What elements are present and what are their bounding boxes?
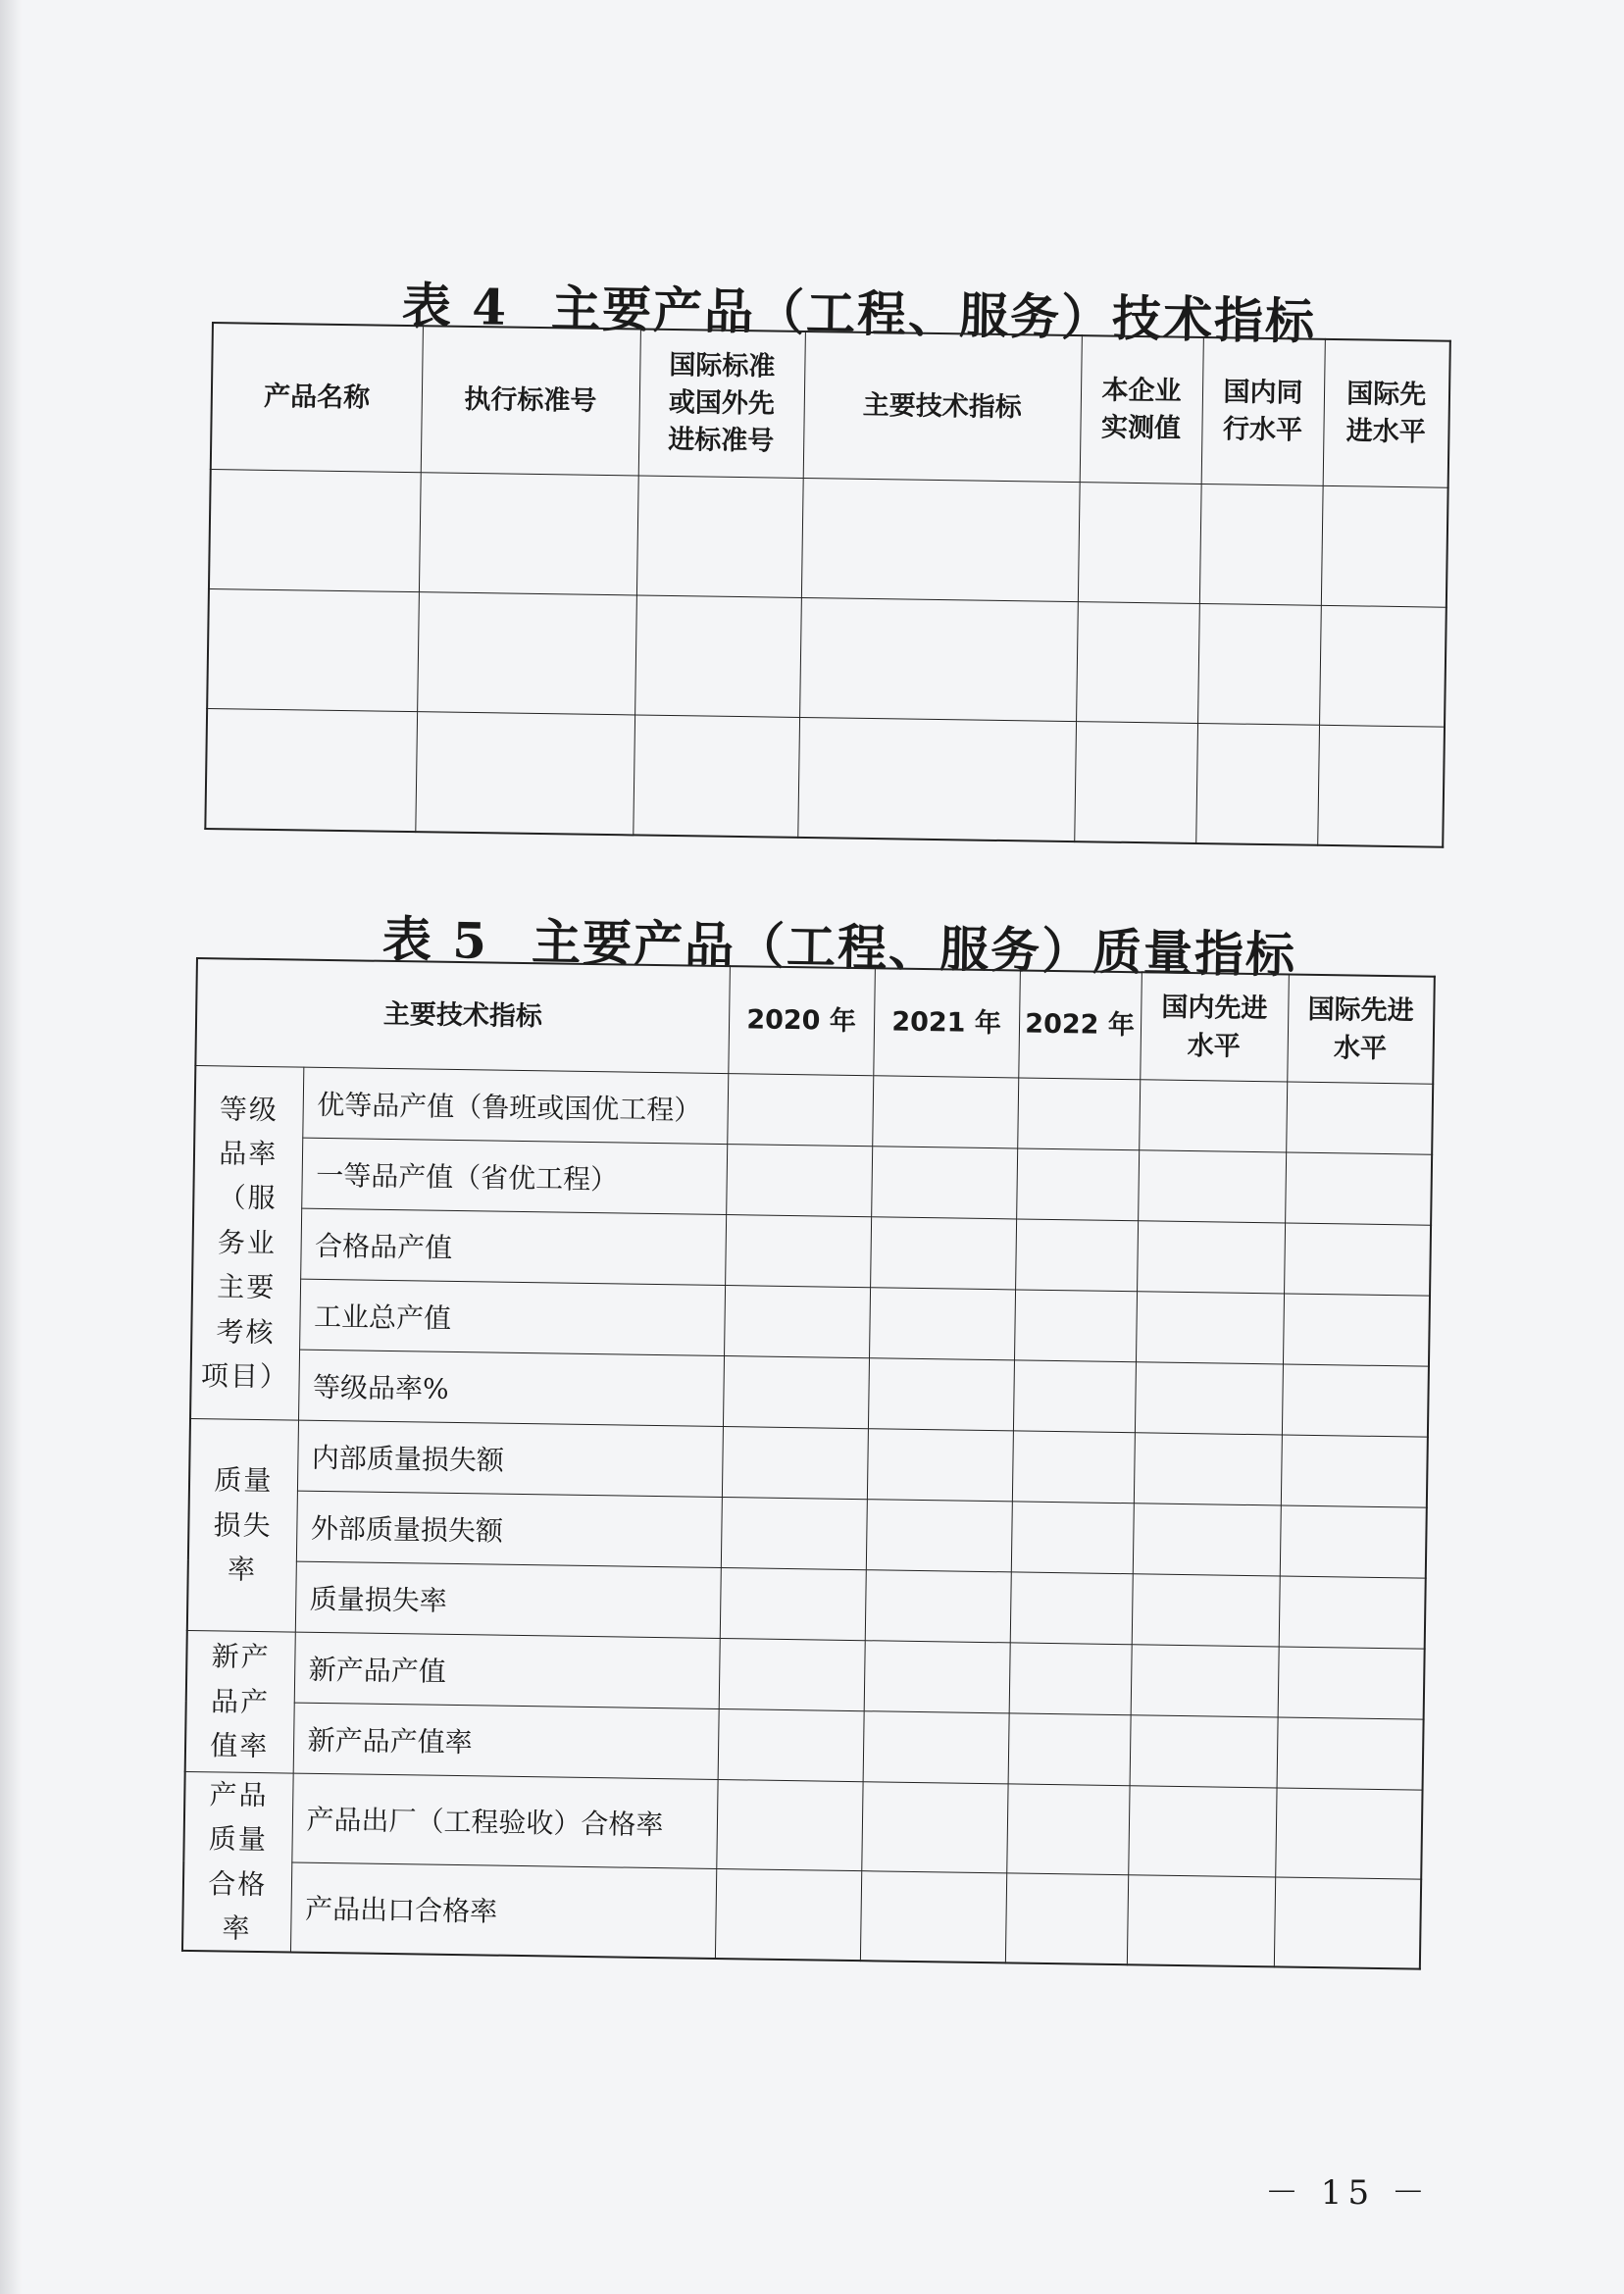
table5-group-label: 质量 损失 率	[187, 1418, 298, 1632]
table5-header-international: 国际先进 水平	[1287, 975, 1435, 1085]
table5-cell[interactable]	[865, 1570, 1011, 1643]
table5-cell[interactable]	[1136, 1292, 1284, 1364]
table5-row-label: 产品出厂（工程验收）合格率	[291, 1773, 717, 1869]
table5-row-label: 优等品产值（鲁班或国优工程）	[302, 1067, 728, 1144]
table5-cell[interactable]	[1011, 1502, 1134, 1574]
table4-cell[interactable]	[1076, 602, 1199, 724]
table5-cell[interactable]	[1013, 1360, 1136, 1433]
table4-cell[interactable]	[634, 595, 801, 717]
table5-cell[interactable]	[719, 1638, 865, 1710]
table5-cell[interactable]	[1017, 1078, 1140, 1150]
table5-header-year: 2022 年	[1018, 970, 1142, 1079]
table5-row-label: 内部质量损失额	[297, 1420, 723, 1497]
table5-row	[182, 1861, 1421, 1970]
table5-cell[interactable]	[1275, 1788, 1422, 1879]
page-number: － 15 －	[1265, 2173, 1431, 2213]
table5-cell[interactable]	[715, 1869, 861, 1962]
table4-cell[interactable]	[799, 597, 1078, 721]
table5-cell[interactable]	[1134, 1433, 1282, 1505]
table5-cell[interactable]	[1281, 1435, 1428, 1507]
technical-indicators-table	[204, 322, 1451, 848]
table4-number: 表 4	[401, 277, 509, 336]
table5-row-label: 等级品率%	[298, 1350, 724, 1426]
table5-cell[interactable]	[1286, 1082, 1433, 1154]
table5-cell[interactable]	[1010, 1572, 1133, 1645]
table5-number: 表 5	[381, 910, 489, 970]
table5-row-label: 工业总产值	[299, 1279, 725, 1355]
table5-row-label: 合格品产值	[300, 1208, 726, 1285]
table5-cell[interactable]	[866, 1500, 1012, 1572]
table4-title-text: 主要产品（工程、服务）技术指标	[550, 279, 1317, 351]
table5-header-main: 主要技术指标	[195, 958, 730, 1074]
table5-cell[interactable]	[870, 1217, 1016, 1290]
table5-body	[182, 1066, 1433, 1970]
table5-header-year: 2021 年	[873, 968, 1020, 1078]
table5-cell[interactable]	[1139, 1080, 1287, 1152]
table4-cell[interactable]	[1195, 723, 1319, 844]
table5-cell[interactable]	[1006, 1784, 1129, 1875]
table5-cell[interactable]	[1008, 1713, 1131, 1786]
table5-cell[interactable]	[720, 1568, 866, 1641]
table5-row-label: 外部质量损失额	[296, 1491, 722, 1567]
table4-cell[interactable]	[1078, 483, 1201, 604]
table5-cell[interactable]	[860, 1871, 1006, 1963]
table5-row-label: 新产品产值	[294, 1632, 720, 1708]
table4-cell[interactable]	[1319, 605, 1446, 727]
table5-cell[interactable]	[864, 1641, 1010, 1713]
table5-cell[interactable]	[1279, 1576, 1426, 1649]
table5-cell[interactable]	[725, 1215, 871, 1288]
table5-cell[interactable]	[1132, 1574, 1280, 1647]
table5-group-label: 产品 质量 合格 率	[182, 1771, 293, 1953]
table5-title-text: 主要产品（工程、服务）质量指标	[531, 912, 1297, 985]
table4-cell[interactable]	[1199, 484, 1323, 605]
table5-cell[interactable]	[723, 1356, 869, 1429]
page-edge-shadow	[0, 0, 22, 2294]
table5-cell[interactable]	[1016, 1148, 1139, 1221]
table4-row	[207, 588, 1446, 727]
table4-cell[interactable]	[1321, 485, 1448, 607]
table4-cell[interactable]	[417, 592, 636, 715]
table5-cell[interactable]	[872, 1076, 1018, 1148]
table5-cell[interactable]	[1135, 1362, 1283, 1435]
table5-cell[interactable]	[726, 1145, 872, 1217]
table5-cell[interactable]	[871, 1147, 1017, 1219]
table5-cell[interactable]	[1277, 1717, 1424, 1790]
table5-group-label: 新产 品产 值率	[185, 1630, 295, 1773]
table5-cell[interactable]	[727, 1074, 873, 1147]
table5-cell[interactable]	[1128, 1786, 1276, 1877]
quality-indicators-table	[181, 957, 1436, 1970]
table4-cell[interactable]	[205, 708, 417, 832]
table5-row-label: 质量损失率	[295, 1561, 721, 1638]
table5-cell[interactable]	[1130, 1715, 1278, 1788]
table4-cell[interactable]	[419, 473, 638, 595]
table5-cell[interactable]	[1005, 1873, 1128, 1965]
table5-cell[interactable]	[1009, 1643, 1132, 1715]
table5-cell[interactable]	[869, 1288, 1015, 1360]
table5-cell[interactable]	[1014, 1290, 1137, 1362]
table5-cell[interactable]	[861, 1782, 1007, 1873]
table5-cell[interactable]	[716, 1779, 862, 1870]
table4-cell[interactable]	[1197, 603, 1321, 725]
table5-cell[interactable]	[1274, 1877, 1421, 1969]
table4-cell[interactable]	[207, 588, 419, 711]
table5-cell[interactable]	[1284, 1223, 1431, 1296]
table4-row	[209, 469, 1448, 607]
table5-cell[interactable]	[863, 1711, 1009, 1784]
table5-cell[interactable]	[1283, 1294, 1430, 1366]
table4-cell[interactable]	[797, 717, 1076, 841]
table5-cell[interactable]	[1012, 1431, 1135, 1504]
table4-cell[interactable]	[415, 712, 634, 836]
table5-cell[interactable]	[1137, 1221, 1285, 1294]
table5-cell[interactable]	[724, 1286, 870, 1358]
table5-cell[interactable]	[1015, 1219, 1138, 1292]
table5-cell[interactable]	[718, 1708, 864, 1781]
table4-header-cell: 主要技术指标	[803, 331, 1082, 483]
table4-header-cell: 产品名称	[211, 323, 423, 473]
table5-cell[interactable]	[1133, 1504, 1281, 1576]
table4-cell[interactable]	[1074, 722, 1197, 843]
table5-cell[interactable]	[1280, 1505, 1427, 1578]
table5-row-label: 产品出口合格率	[290, 1862, 716, 1959]
table4-header-row	[211, 323, 1450, 487]
table4-row	[205, 708, 1445, 846]
table4-cell[interactable]	[1317, 725, 1445, 846]
table5-cell[interactable]	[721, 1498, 867, 1570]
table5-cell[interactable]	[1278, 1647, 1425, 1719]
table5-header-row	[195, 958, 1434, 1084]
table4-body	[205, 469, 1447, 846]
table4-header-cell: 本企业 实测值	[1080, 335, 1203, 484]
table5-cell[interactable]	[1285, 1152, 1432, 1225]
table5-header-domestic: 国内先进 水平	[1140, 972, 1289, 1082]
table4-header-cell: 国际标准 或国外先 进标准号	[638, 329, 805, 478]
table5-cell[interactable]	[1282, 1364, 1429, 1437]
table5-row-label: 新产品产值率	[293, 1703, 719, 1779]
table4-header-cell: 国际先 进水平	[1323, 339, 1450, 487]
table5-cell[interactable]	[1131, 1645, 1279, 1717]
table4-cell[interactable]	[633, 715, 799, 838]
table5-cell[interactable]	[1138, 1150, 1286, 1223]
table4-cell[interactable]	[636, 476, 803, 597]
table5-group-label: 等级 品率 （服 务业 主要 考核 项目）	[190, 1066, 303, 1421]
table4-header-cell: 国内同 行水平	[1201, 337, 1325, 485]
table5-cell[interactable]	[867, 1429, 1013, 1502]
table5-row-label: 一等品产值（省优工程）	[301, 1138, 727, 1214]
table5-cell[interactable]	[868, 1358, 1014, 1431]
table5-header-year: 2020 年	[728, 966, 875, 1076]
table4-cell[interactable]	[209, 469, 421, 591]
table5-cell[interactable]	[722, 1427, 868, 1500]
table4-header-cell: 执行标准号	[421, 326, 640, 476]
table5-cell[interactable]	[1127, 1875, 1275, 1967]
table4-cell[interactable]	[801, 478, 1080, 601]
